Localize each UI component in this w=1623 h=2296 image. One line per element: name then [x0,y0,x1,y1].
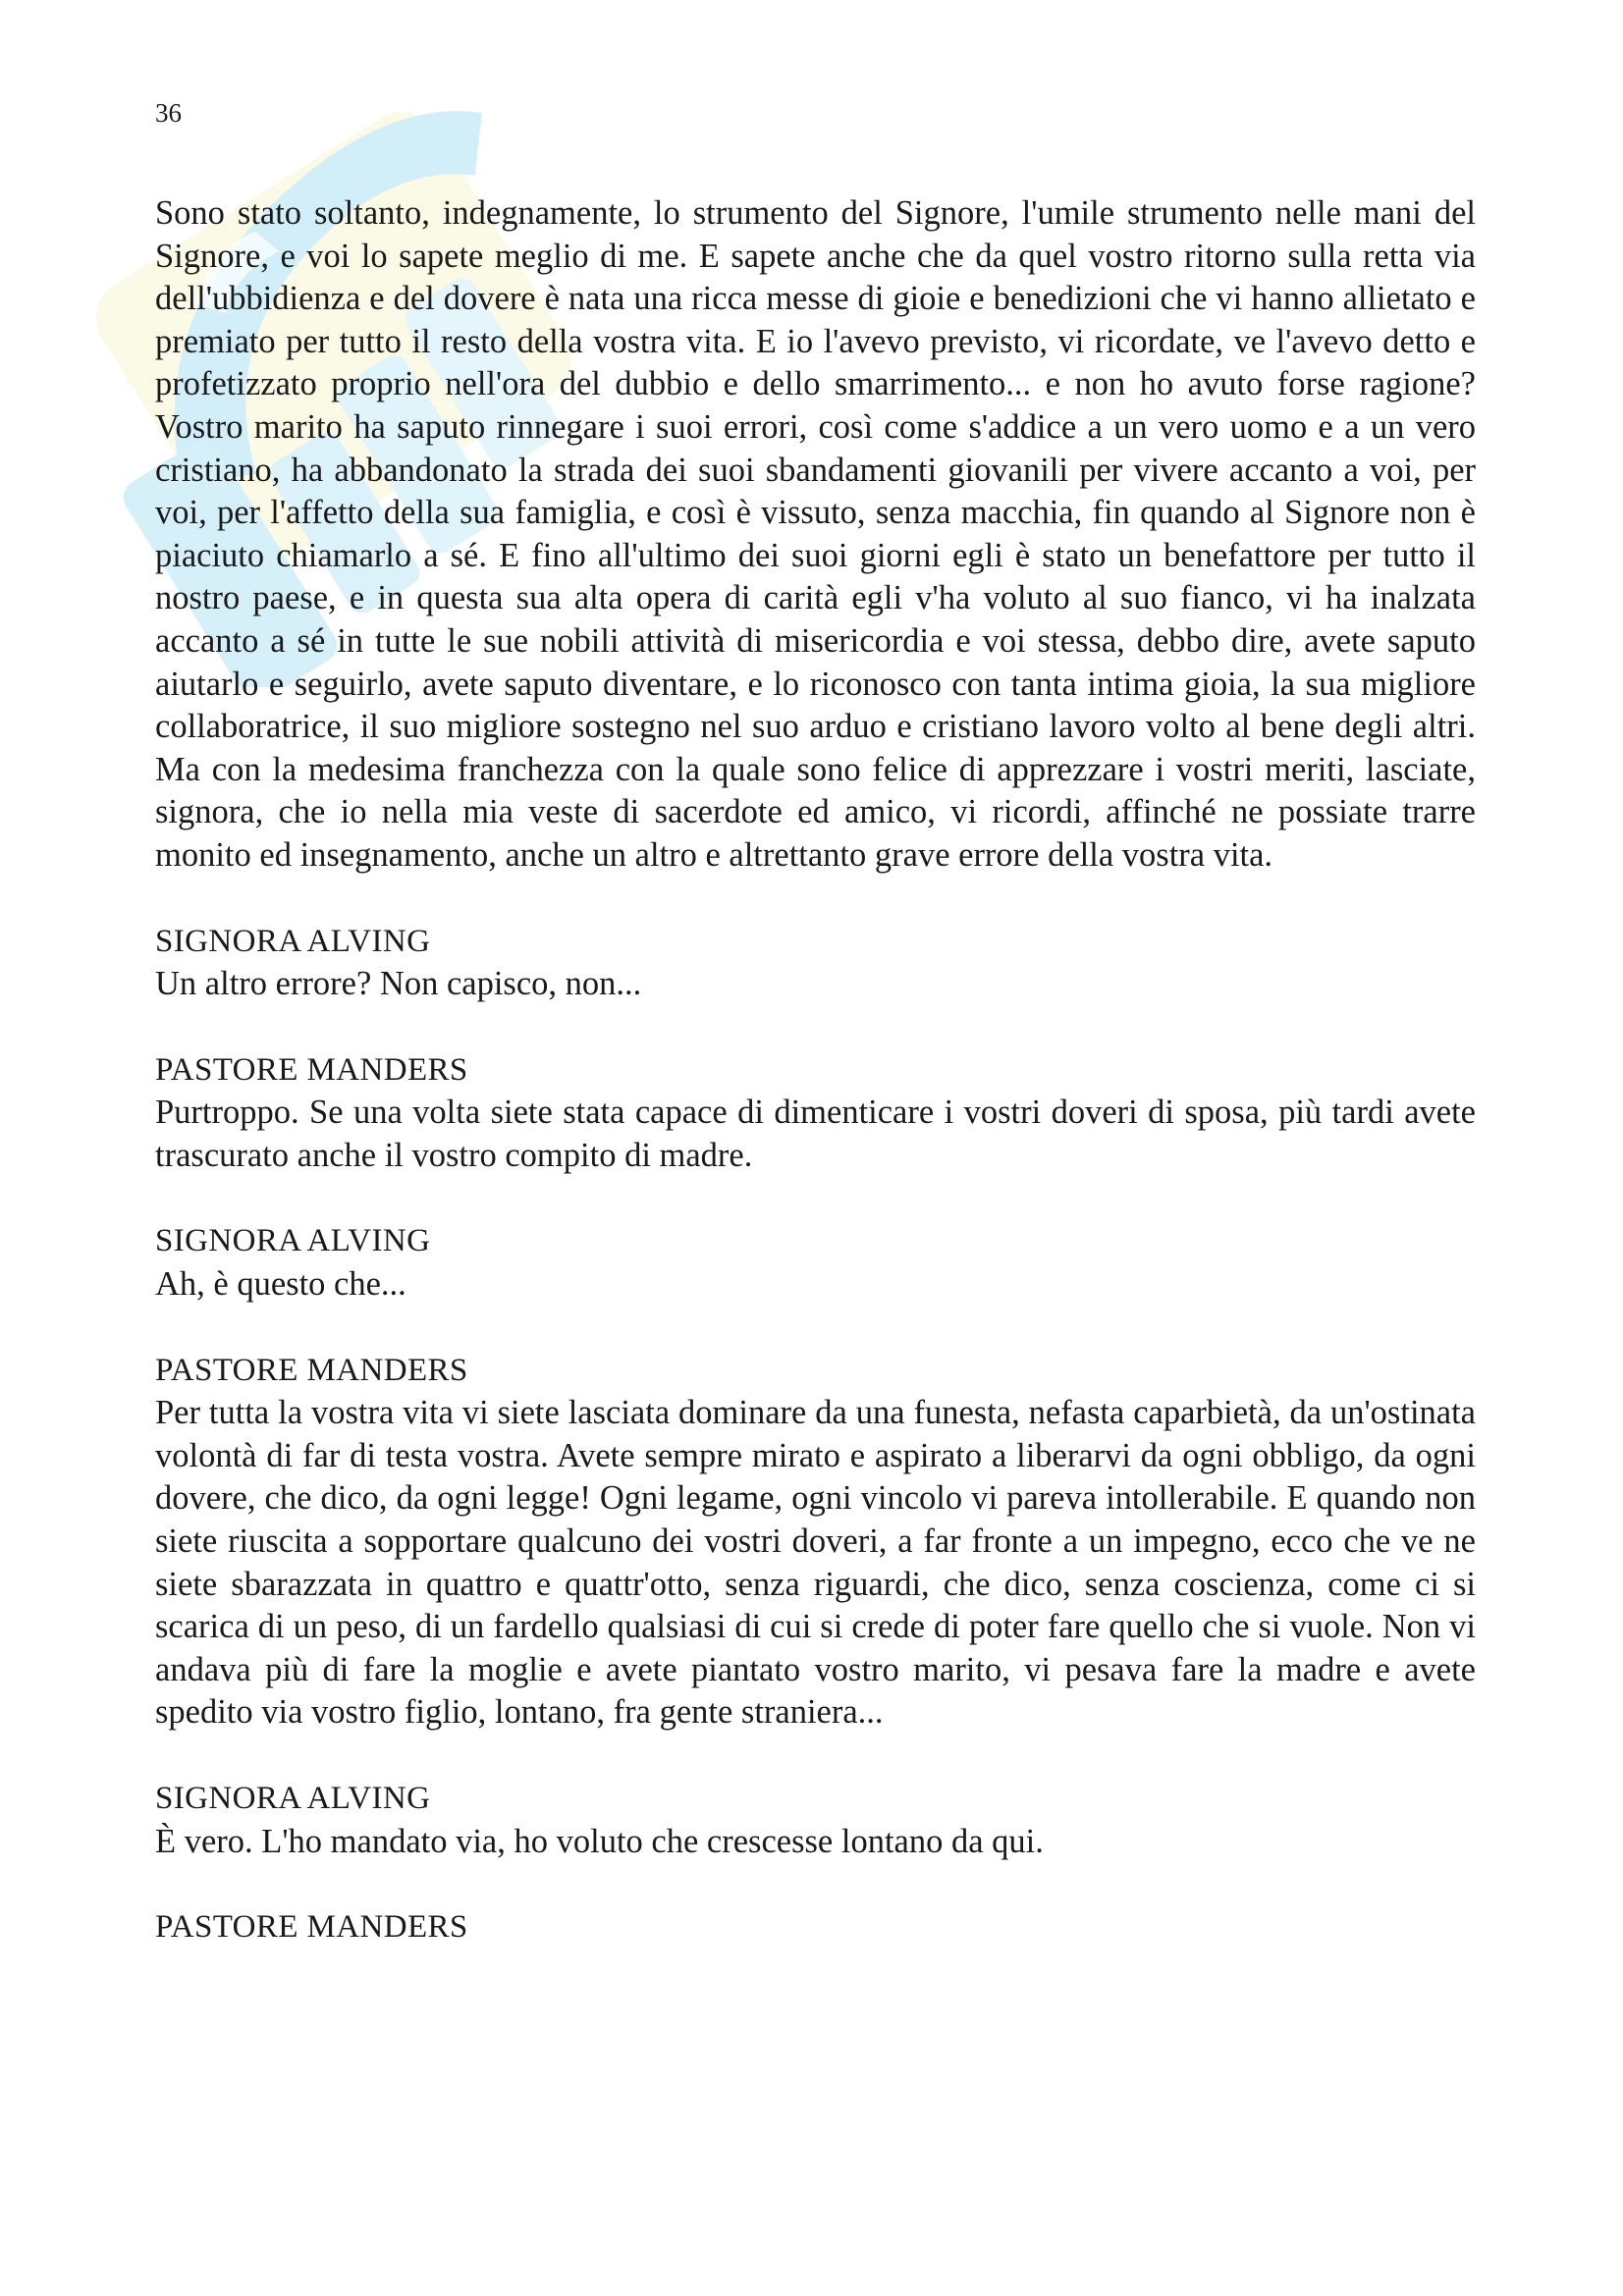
dialogue-turn [155,1049,1476,1178]
dialogue-turn [155,921,1476,1006]
speaker-name: PASTORE MANDERS [155,1051,468,1088]
speaker-name: PASTORE MANDERS [155,1352,468,1388]
speaker-name: SIGNORA ALVING [155,923,431,959]
page-number: 36 [155,98,182,128]
page-content [155,192,1476,1949]
speech-text: Per tutta la vostra vita vi siete lasciata dominare da una funesta, nefasta caparbietà, da un'ostinata volontà di far di testa vostra. Avete sempre mirato e aspirato a liberarvi da ogni obbligo, da ogni dovere, che dico, da ogni legge! Ogni legame, ogni vincolo vi pareva intollerabile. E quando non siete riuscita a sopportare qualcuno dei vostri doveri, a far fronte a un impegno, ecco che ve ne siete sbarazzata in quattro e quattr'otto, senza riguardi, che dico, senza coscienza, come ci si scarica di un peso, di un fardello qualsiasi di cui si crede di poter fare quello che si vuole. Non vi andava più di fare la moglie e avete piantato vostro marito, vi pesava fare la madre e avete spedito via vostro figlio, lontano, fra gente straniera... [155,1394,1476,1732]
speech-text: È vero. L'ho mandato via, ho voluto che crescesse lontano da qui. [155,1822,1044,1860]
speech-text: Purtroppo. Se una volta siete stata capace di dimenticare i vostri doveri di sposa, più tardi avete trascurato anche il vostro compito di madre. [155,1094,1476,1174]
dialogue-turn [155,1906,1476,1949]
speaker-name: SIGNORA ALVING [155,1781,431,1816]
speech-text: Ah, è questo che... [155,1265,406,1304]
speech-text: Un altro errore? Non capisco, non... [155,965,642,1003]
dialogue-turn [155,1220,1476,1306]
speaker-name: SIGNORA ALVING [155,1223,431,1259]
dialogue-turn [155,1350,1476,1735]
dialogue-turn [155,1778,1476,1863]
speaker-name: PASTORE MANDERS [155,1909,468,1946]
opening-paragraph: Sono stato soltanto, indegnamente, lo strumento del Signore, l'umile strumento nelle mani del Signore, e voi lo sapete meglio di me. E sapete anche che da quel vostro ritorno sulla retta via dell'ubbidienza e del dovere è nata una ricca messe di gioie e benedizioni che vi hanno allietato e premiato per tutto il resto della vostra vita. E io l'avevo previsto, vi ricordate, ve l'avevo detto e profetizzato proprio nell'ora del dubbio e dello smarrimento... e non ho avuto forse ragione? Vostro marito ha saputo rinnegare i suoi errori, così come s'addice a un vero uomo e a un vero cristiano, ha abbandonato la strada dei suoi sbandamenti giovanili per vivere accanto a voi, per voi, per l'affetto della sua famiglia, e così è vissuto, senza macchia, fin quando al Signore non è piaciuto chiamarlo a sé. E fino all'ultimo dei suoi giorni egli è stato un benefattore per tutto il nostro paese, e in questa sua alta opera di carità egli v'ha voluto al suo fianco, vi ha inalzata accanto a sé in tutte le sue nobili attività di misericordia e voi stessa, debbo dire, avete saputo aiutarlo e seguirlo, avete saputo diventare, e lo riconosco con tanta intima gioia, la sua migliore collaboratrice, il suo migliore sostegno nel suo arduo e cristiano lavoro volto al bene degli altri. Ma con la medesima franchezza con la quale sono felice di apprezzare i vostri meriti, lasciate, signora, che io nella mia veste di sacerdote ed amico, vi ricordi, affinché ne possiate trarre monito ed insegnamento, anche un altro e altrettanto grave errore della vostra vita. [155,194,1476,874]
